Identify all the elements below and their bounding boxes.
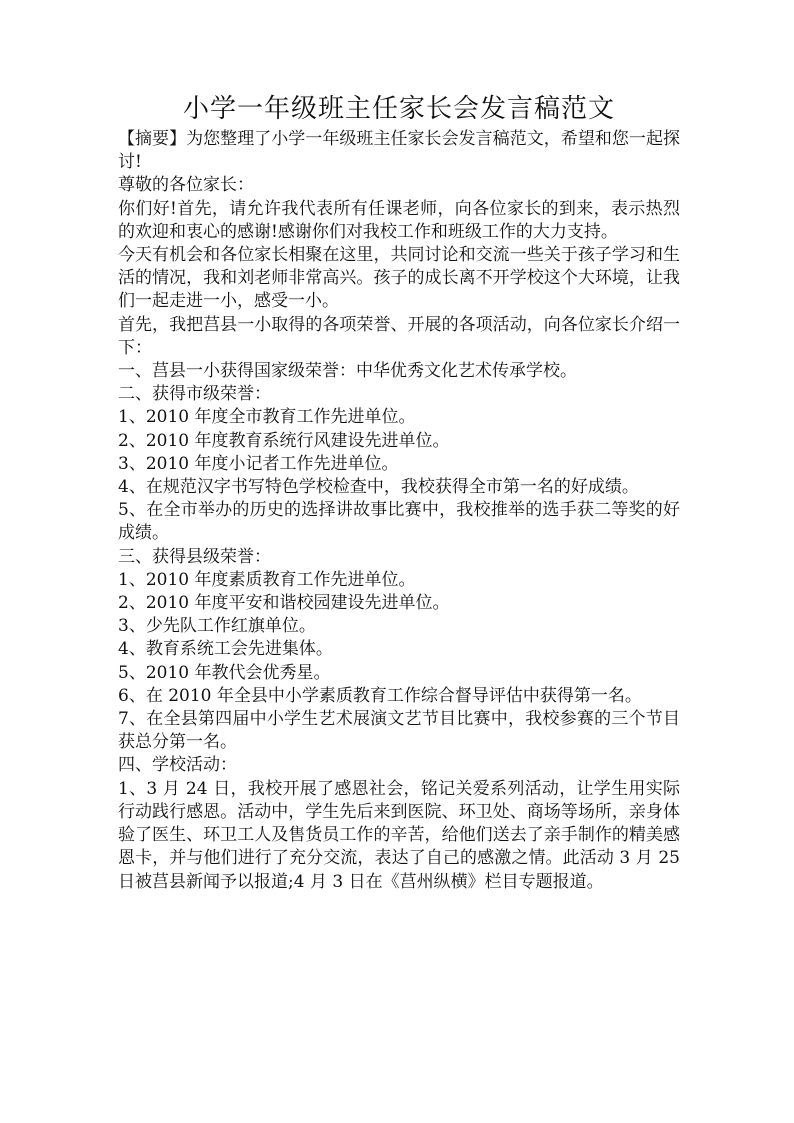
list-item: 5、2010 年教代会优秀星。 bbox=[118, 662, 331, 683]
list-item: 2、2010 年度平安和谐校园建设先进单位。 bbox=[118, 593, 450, 614]
document-page bbox=[118, 92, 680, 894]
list-item: 4、在规范汉字书写特色学校检查中，我校获得全市第一名的好成绩。 bbox=[118, 477, 639, 498]
section-activities-heading: 四、学校活动： bbox=[118, 755, 237, 776]
list-item: 1、2010 年度全市教育工作先进单位。 bbox=[118, 407, 416, 428]
list-item: 7、在全县第四届中小学生艺术展演文艺节目比赛中，我校参赛的三个节目获总分第一名。 bbox=[118, 709, 680, 753]
section-city-honors-heading: 二、获得市级荣誉： bbox=[118, 384, 271, 405]
list-item: 1、2010 年度素质教育工作先进单位。 bbox=[118, 569, 416, 590]
paragraph-abstract: 【摘要】为您整理了小学一年级班主任家长会发言稿范文，希望和您一起探讨! bbox=[118, 129, 680, 173]
paragraph-intro: 今天有机会和各位家长相聚在这里，共同讨论和交流一些关于孩子学习和生活的情况，我和刘老师非常高兴。孩子的成长离不开学校这个大环境，让我们一起走进一小，感受一小。 bbox=[118, 245, 680, 312]
list-item: 2、2010 年度教育系统行风建设先进单位。 bbox=[118, 430, 450, 451]
list-item: 1、3 月 24 日，我校开展了感恩社会，铭记关爱系列活动，让学生用实际行动践行感恩。活动中，学生先后来到医院、环卫处、商场等场所，亲身体验了医生、环卫工人及售货员工作的辛苦，给他们送去了亲手制作的精美感恩卡，并与他们进行了充分交流，表达了自己的感激之情。此活动 3 月 25 日被莒县新闻予以报道;4 月 3 日在《莒州纵横》栏目专题报道。 bbox=[118, 778, 680, 892]
section-national-honor: 一、莒县一小获得国家级荣誉：中华优秀文化艺术传承学校。 bbox=[118, 361, 577, 382]
list-item: 3、少先队工作红旗单位。 bbox=[118, 616, 316, 637]
document-title: 小学一年级班主任家长会发言稿范文 bbox=[182, 94, 615, 124]
list-item: 4、教育系统工会先进集体。 bbox=[118, 639, 333, 660]
list-item: 6、在 2010 年全县中小学素质教育工作综合督导评估中获得第一名。 bbox=[118, 685, 642, 706]
list-item: 5、在全市举办的历史的选择讲故事比赛中，我校推举的选手获二等奖的好成绩。 bbox=[118, 500, 680, 544]
paragraph-greeting: 你们好!首先，请允许我代表所有任课老师，向各位家长的到来，表示热烈的欢迎和衷心的感谢!感谢你们对我校工作和班级工作的大力支持。 bbox=[118, 198, 680, 242]
list-item: 3、2010 年度小记者工作先进单位。 bbox=[118, 453, 399, 474]
section-county-honors-heading: 三、获得县级荣誉： bbox=[118, 546, 271, 567]
paragraph-salutation: 尊敬的各位家长： bbox=[118, 175, 254, 196]
paragraph-honors-intro: 首先，我把莒县一小取得的各项荣誉、开展的各项活动，向各位家长介绍一下： bbox=[118, 314, 680, 358]
